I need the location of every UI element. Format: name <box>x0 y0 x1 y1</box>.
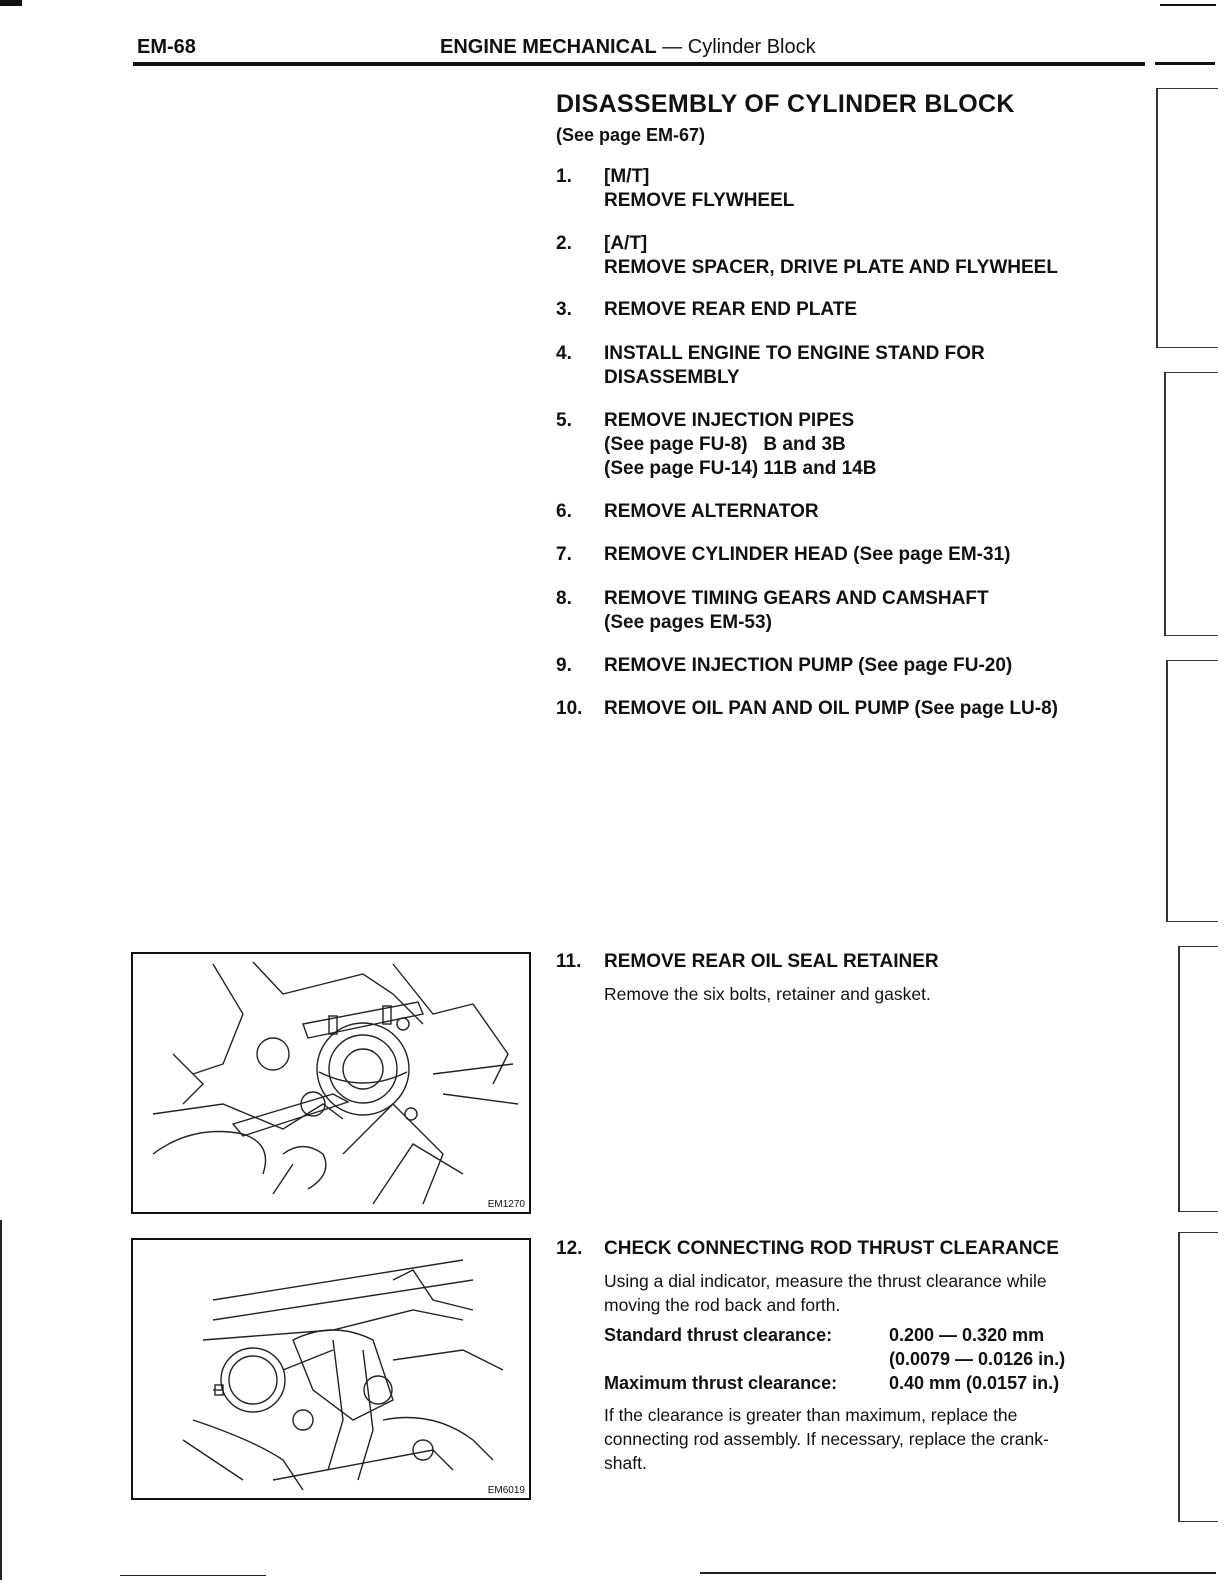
step-line: REMOVE REAR OIL SEAL RETAINER <box>604 951 939 972</box>
step-number: 6. <box>556 501 572 522</box>
step-line: (See page FU-8) B and 3B <box>604 434 846 455</box>
step-number: 7. <box>556 544 572 565</box>
step-line: INSTALL ENGINE TO ENGINE STAND FOR <box>604 343 985 364</box>
edge-tab <box>1178 1232 1218 1522</box>
left-edge-line <box>0 1220 2 1580</box>
edge-tab <box>1178 946 1218 1212</box>
figure-thrust-clearance-check <box>131 1238 531 1500</box>
note-line: shaft. <box>604 1453 647 1473</box>
footer-line <box>700 1572 1216 1574</box>
clearance-note <box>604 1403 1049 1475</box>
step-line: REMOVE REAR END PLATE <box>604 299 858 320</box>
figure-id: EM6019 <box>487 1485 525 1496</box>
note-line: connecting rod assembly. If necessary, replace the crank- <box>604 1429 1049 1449</box>
step-6 <box>556 500 1136 524</box>
step-number: 8. <box>556 588 572 609</box>
step-line: REMOVE SPACER, DRIVE PLATE AND FLYWHEEL <box>604 257 1058 278</box>
spec-maximum-label: Maximum thrust clearance: <box>604 1373 838 1393</box>
step-line: (See page FU-14) 11B and 14B <box>604 458 877 479</box>
step-number: 11. <box>556 951 582 972</box>
step-10 <box>556 697 1136 721</box>
edge-tab <box>1164 372 1218 636</box>
spec-standard-value: 0.200 — 0.320 mm <box>889 1325 1045 1345</box>
step-line: DISASSEMBLY <box>604 367 740 388</box>
step-number: 1. <box>556 166 572 187</box>
page-title: DISASSEMBLY OF CYLINDER BLOCK <box>556 90 1015 118</box>
step-description: moving the rod back and forth. <box>604 1295 841 1315</box>
step-line: CHECK CONNECTING ROD THRUST CLEARANCE <box>604 1238 1059 1259</box>
step-line: [M/T] <box>604 166 650 187</box>
page-subtitle: (See page EM-67) <box>556 125 706 145</box>
subsection-name: Cylinder Block <box>687 36 816 58</box>
step-number: 3. <box>556 299 572 320</box>
step-5 <box>556 409 1136 481</box>
figure-illustration <box>133 954 529 1212</box>
step-12 <box>556 1237 1136 1317</box>
section-name: ENGINE MECHANICAL <box>440 36 657 58</box>
spec-maximum-value: 0.40 mm (0.0157 in.) <box>889 1373 1060 1393</box>
step-number: 9. <box>556 655 572 676</box>
step-line: REMOVE ALTERNATOR <box>604 501 819 522</box>
corner-scan-mark <box>0 0 22 6</box>
spec-standard-value-in: (0.0079 — 0.0126 in.) <box>889 1349 1066 1369</box>
step-number: 10. <box>556 698 583 719</box>
header-rule-right <box>1155 62 1215 65</box>
note-line: If the clearance is greater than maximum, replace the <box>604 1405 1018 1425</box>
step-line: [A/T] <box>604 233 648 254</box>
step-line: REMOVE OIL PAN AND OIL PUMP (See page LU-8) <box>604 698 1058 719</box>
page-code: EM-68 <box>137 36 196 58</box>
edge-tab <box>1156 88 1218 348</box>
step-line: REMOVE INJECTION PUMP (See page FU-20) <box>604 655 1013 676</box>
step-number: 2. <box>556 233 572 254</box>
step-line: REMOVE FLYWHEEL <box>604 190 795 211</box>
figure-illustration <box>133 1240 529 1498</box>
step-9 <box>556 654 1136 678</box>
edge-tab <box>1166 660 1218 922</box>
step-7 <box>556 543 1136 567</box>
step-4 <box>556 342 1136 390</box>
step-number: 12. <box>556 1238 583 1259</box>
step-number: 5. <box>556 410 572 431</box>
step-description: Remove the six bolts, retainer and gasket. <box>604 984 931 1004</box>
header-rule <box>133 62 1145 66</box>
step-line: REMOVE CYLINDER HEAD (See page EM-31) <box>604 544 1011 565</box>
figure-id: EM1270 <box>487 1199 525 1210</box>
figure-rear-oil-seal-retainer <box>131 952 531 1214</box>
footer-line <box>120 1575 266 1576</box>
step-8 <box>556 587 1136 635</box>
step-line: REMOVE TIMING GEARS AND CAMSHAFT <box>604 588 989 609</box>
step-2 <box>556 232 1136 280</box>
step-1 <box>556 165 1136 213</box>
step-description: Using a dial indicator, measure the thrust clearance while <box>604 1271 1047 1291</box>
step-line: REMOVE INJECTION PIPES <box>604 410 855 431</box>
spec-standard-label: Standard thrust clearance: <box>604 1325 833 1345</box>
corner-scan-mark-right <box>1160 4 1216 6</box>
step-line: (See pages EM-53) <box>604 612 772 633</box>
step-3 <box>556 298 1136 322</box>
header-separator: — <box>656 36 688 58</box>
page-header <box>440 36 816 59</box>
step-11 <box>556 950 1136 1006</box>
step-number: 4. <box>556 343 572 364</box>
